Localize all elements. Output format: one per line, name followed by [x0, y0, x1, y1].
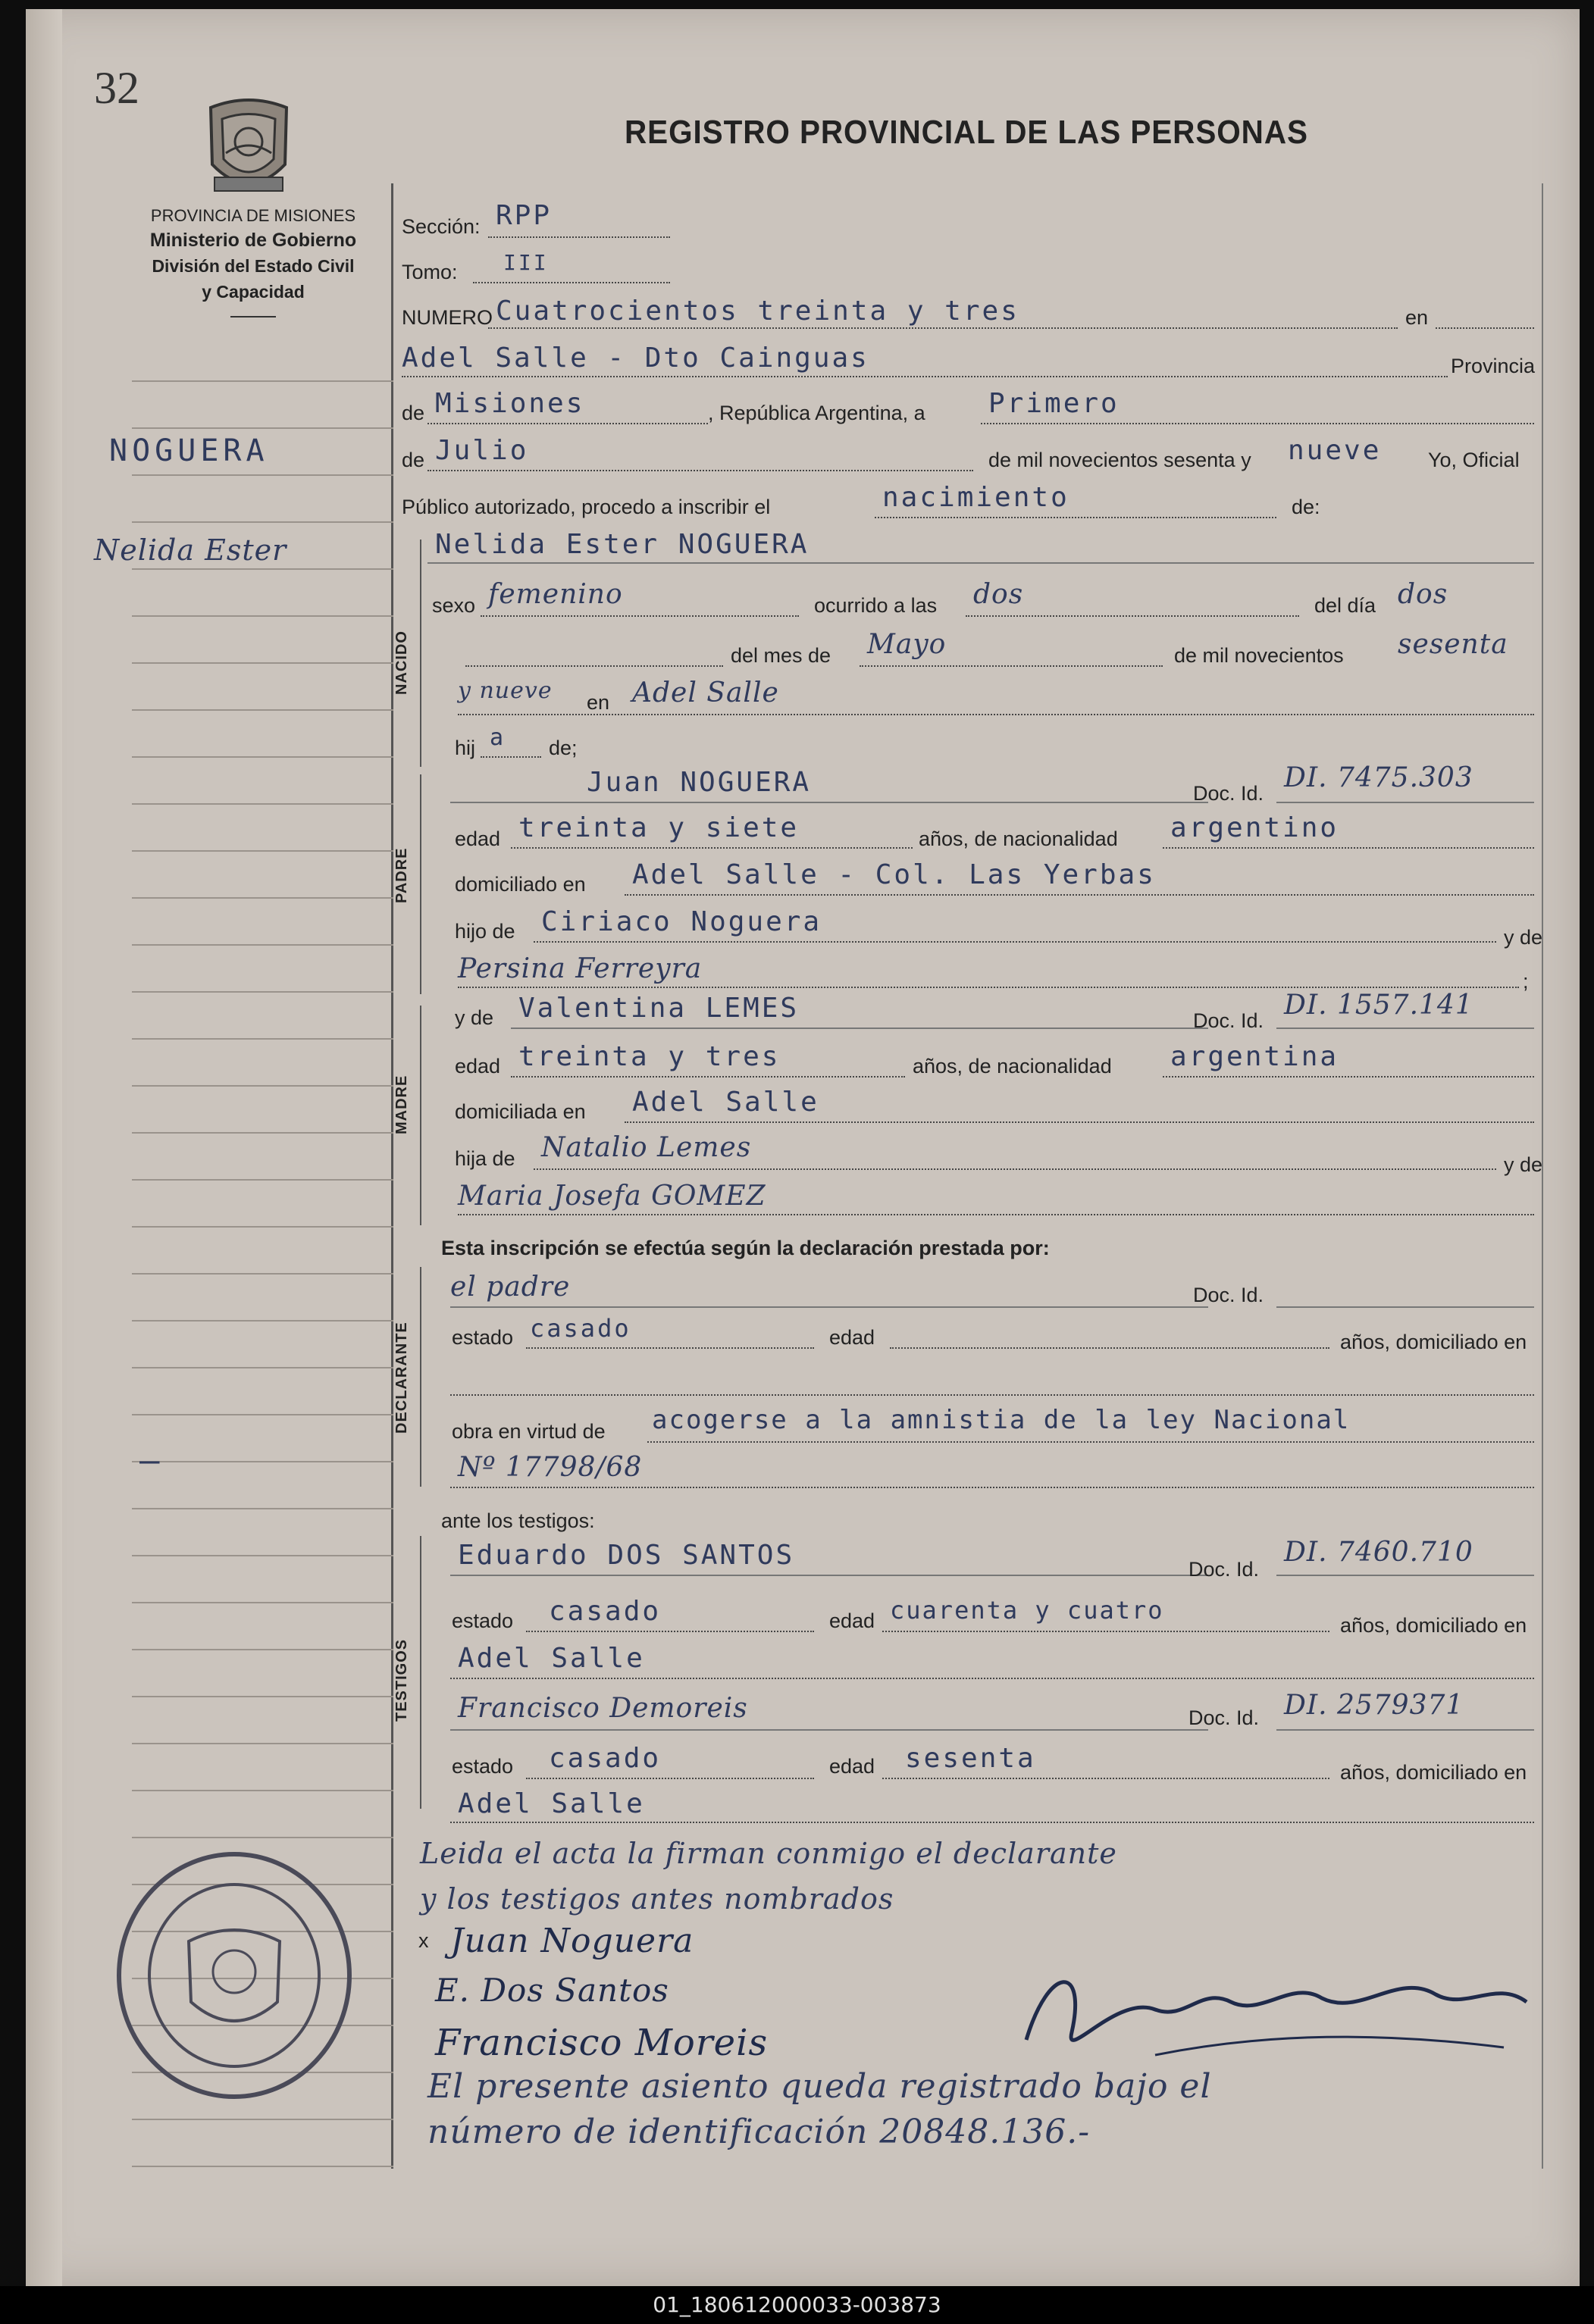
label-estado-testigo1: estado	[452, 1609, 514, 1632]
label-nac-madre: años, de nacionalidad	[913, 1055, 1112, 1078]
value-acto: nacimiento	[882, 482, 1069, 513]
value-padre-edad: treinta y siete	[518, 812, 800, 843]
value-madre-nac: argentina	[1170, 1041, 1339, 1072]
label-y-de-madre-2: y de	[1504, 1153, 1543, 1176]
value-madre-nombre: Valentina LEMES	[518, 993, 800, 1024]
label-sexo: sexo	[432, 594, 476, 617]
margin-ruled-line	[132, 1508, 393, 1509]
margin-ruled-line	[132, 1038, 393, 1040]
bracket-nacido	[420, 540, 421, 767]
official-signature-icon	[1004, 1949, 1534, 2078]
margin-ruled-line	[132, 897, 393, 899]
margin-given-names: Nelida Ester	[94, 533, 287, 567]
margin-ruled-line	[132, 1696, 393, 1697]
value-hij-suffix: a	[490, 724, 506, 751]
label-doc-declarante: Doc. Id.	[1193, 1284, 1264, 1306]
margin-ruled-line	[132, 850, 393, 852]
label-de-1: de	[402, 402, 425, 424]
label-yo-oficial: Yo, Oficial	[1428, 449, 1520, 471]
value-nombre-nacido: Nelida Ester NOGUERA	[435, 529, 810, 560]
value-madre-doc: DI. 1557.141	[1284, 990, 1473, 1021]
value-nota-1: El presente asiento queda registrado bajo el	[427, 2067, 1212, 2106]
value-nota-2: número de identificación 20848.136.-	[427, 2113, 1091, 2151]
label-edad-testigo2: edad	[829, 1755, 875, 1778]
side-label-nacido: NACIDO	[393, 630, 410, 695]
margin-ruled-line	[132, 709, 393, 711]
margin-ruled-line	[132, 1320, 393, 1322]
label-y-de-madre: y de	[455, 1006, 494, 1029]
value-testigo1-dom: Adel Salle	[458, 1643, 645, 1674]
label-tomo: Tomo:	[402, 261, 458, 283]
side-label-testigos: TESTIGOS	[393, 1638, 410, 1722]
value-provincia: Misiones	[435, 388, 585, 419]
signature-dos-santos: E. Dos Santos	[435, 1972, 669, 2009]
label-anos-dom-declarante: años, domiciliado en	[1340, 1331, 1527, 1353]
label-en-nac: en	[587, 691, 610, 714]
margin-ruled-line	[132, 1790, 393, 1791]
value-hora: dos	[973, 579, 1024, 610]
value-testigo1-estado: casado	[549, 1596, 662, 1627]
margin-ruled-line	[132, 1461, 393, 1462]
margin-ruled-line	[132, 991, 393, 993]
divider	[230, 316, 276, 317]
book-binding	[26, 9, 62, 2286]
value-testigo2-estado: casado	[549, 1743, 662, 1774]
label-ante-testigos: ante los testigos:	[441, 1509, 595, 1532]
label-nac-padre: años, de nacionalidad	[919, 827, 1118, 850]
value-lugar-nac: Adel Salle	[632, 677, 779, 708]
value-obra-2: Nº 17798/68	[458, 1452, 643, 1483]
ministry-name: Ministerio de Gobierno	[149, 230, 357, 251]
label-doc-padre: Doc. Id.	[1193, 782, 1264, 805]
label-obra-virtud: obra en virtud de	[452, 1420, 606, 1443]
margin-ruled-line	[132, 1132, 393, 1134]
side-label-madre: MADRE	[393, 1074, 410, 1134]
value-cierre-1: Leida el acta la firman conmigo el declarante	[420, 1837, 1117, 1870]
value-testigo2: Francisco Demoreis	[458, 1693, 748, 1724]
value-testigo1: Eduardo DOS SANTOS	[458, 1540, 795, 1571]
label-estado-testigo2: estado	[452, 1755, 514, 1778]
label-de-2: de	[402, 449, 425, 471]
margin-ruled-line	[132, 1367, 393, 1368]
value-padre-nac: argentino	[1170, 812, 1339, 843]
margin-ruled-line	[132, 803, 393, 805]
margin-ruled-line	[132, 521, 393, 523]
bracket-testigos	[420, 1536, 421, 1809]
margin-ruled-line	[132, 1085, 393, 1087]
label-hij: hij	[455, 737, 476, 759]
value-anio: nueve	[1288, 435, 1382, 466]
label-doc-madre: Doc. Id.	[1193, 1009, 1264, 1032]
label-anos-dom-testigo1: años, domiciliado en	[1340, 1614, 1527, 1637]
margin-ruled-line	[132, 1649, 393, 1650]
side-label-declarante: DECLARANTE	[393, 1322, 410, 1434]
margin-ruled-line	[132, 1555, 393, 1556]
label-ocurrido: ocurrido a las	[814, 594, 938, 617]
value-padre-doc: DI. 7475.303	[1284, 762, 1473, 793]
label-semicolon: ;	[1523, 970, 1529, 993]
page-title: REGISTRO PROVINCIAL DE LAS PERSONAS	[625, 114, 1308, 151]
value-mes-nac: Mayo	[867, 629, 947, 660]
margin-surname: NOGUERA	[109, 433, 269, 468]
bracket-madre	[420, 1006, 421, 1225]
page-number: 32	[94, 63, 139, 113]
label-estado-declarante: estado	[452, 1326, 514, 1349]
value-seccion: RPP	[496, 200, 553, 231]
side-label-padre: PADRE	[393, 847, 410, 903]
label-y-de-padre: y de	[1504, 926, 1543, 949]
value-decl-estado: casado	[530, 1314, 631, 1343]
value-anio-nac-2: y nueve	[458, 677, 553, 704]
label-edad-declarante: edad	[829, 1326, 875, 1349]
bracket-padre	[420, 774, 421, 994]
margin-ruled-line	[132, 1414, 393, 1415]
value-madre-madre: Maria Josefa GOMEZ	[458, 1181, 766, 1212]
margin-border	[391, 183, 393, 2169]
value-testigo1-doc: DI. 7460.710	[1284, 1537, 1473, 1568]
value-dia-nac: dos	[1398, 579, 1448, 610]
value-cierre-2: y los testigos antes nombrados	[420, 1882, 894, 1916]
value-madre-dom: Adel Salle	[632, 1087, 819, 1118]
label-en: en	[1405, 306, 1429, 329]
margin-ruled-line	[132, 427, 393, 429]
label-hijo-padre: hijo de	[455, 920, 515, 943]
signature-francisco-moreis: Francisco Moreis	[435, 2022, 769, 2064]
label-de-colon: de:	[1292, 496, 1320, 518]
label-seccion: Sección:	[402, 215, 481, 238]
label-hija-madre: hija de	[455, 1147, 515, 1170]
margin-ruled-line	[132, 568, 393, 570]
label-de-mil: de mil novecientos	[1174, 644, 1344, 667]
label-x: x	[418, 1929, 429, 1952]
margin-ruled-line	[132, 756, 393, 758]
value-padre-padre: Ciriaco Noguera	[541, 906, 822, 937]
label-esta-inscripcion: Esta inscripción se efectúa según la declaración prestada por:	[441, 1237, 1050, 1259]
margin-ruled-line	[132, 474, 393, 476]
label-numero: NUMERO	[402, 306, 493, 329]
label-del-dia: del día	[1314, 594, 1376, 617]
province-name: PROVINCIA DE MISIONES	[150, 206, 356, 225]
division-name: División del Estado Civil	[152, 256, 355, 276]
label-doc-testigo2: Doc. Id.	[1188, 1706, 1260, 1729]
margin-ruled-line	[132, 1273, 393, 1275]
value-sexo: femenino	[488, 579, 623, 610]
value-mes: Julio	[435, 435, 529, 466]
value-madre-edad: treinta y tres	[518, 1041, 781, 1072]
label-de-mil-sesenta: de mil novecientos sesenta y	[988, 449, 1251, 471]
value-padre-nombre: Juan NOGUERA	[587, 767, 812, 798]
label-dom-padre: domiciliado en	[455, 873, 586, 896]
coat-of-arms-icon	[196, 92, 302, 206]
label-doc-testigo1: Doc. Id.	[1188, 1558, 1260, 1581]
value-madre-padre: Natalio Lemes	[541, 1132, 752, 1163]
value-padre-dom: Adel Salle - Col. Las Yerbas	[632, 859, 1156, 890]
margin-ruled-line	[132, 1743, 393, 1744]
value-padre-madre: Persina Ferreyra	[458, 953, 703, 984]
value-testigo2-doc: DI. 2579371	[1284, 1690, 1464, 1721]
label-provincia: Provincia	[1451, 355, 1536, 377]
margin-ruled-line	[132, 944, 393, 946]
margin-mark: —	[139, 1441, 162, 1480]
label-republica: , República Argentina, a	[708, 402, 925, 424]
bracket-declarante	[420, 1267, 421, 1487]
value-anio-nac-1: sesenta	[1398, 629, 1508, 660]
margin-ruled-line	[132, 1179, 393, 1181]
image-id-footer: 01_180612000033-003873	[0, 2286, 1594, 2324]
margin-ruled-line	[132, 2166, 393, 2167]
label-edad-madre: edad	[455, 1055, 501, 1078]
label-de-semicolon: de;	[549, 737, 578, 759]
margin-ruled-line	[132, 615, 393, 617]
value-testigo2-dom: Adel Salle	[458, 1788, 645, 1819]
value-obra-1: acogerse a la amnistia de la ley Nacional	[652, 1405, 1351, 1435]
value-declarante: el padre	[450, 1271, 571, 1303]
value-testigo2-edad: sesenta	[905, 1743, 1036, 1774]
label-anos-dom-testigo2: años, domiciliado en	[1340, 1761, 1527, 1784]
official-seal-icon	[109, 1850, 359, 2100]
value-tomo: III	[503, 250, 549, 275]
value-dia: Primero	[988, 388, 1120, 419]
label-del-mes: del mes de	[731, 644, 831, 667]
value-numero: Cuatrocientos treinta y tres	[496, 296, 1019, 327]
value-lugar: Adel Salle - Dto Cainguas	[402, 343, 869, 374]
margin-ruled-line	[132, 2119, 393, 2120]
label-edad-padre: edad	[455, 827, 501, 850]
label-edad-testigo1: edad	[829, 1609, 875, 1632]
label-publico: Público autorizado, procedo a inscribir el	[402, 496, 771, 518]
margin-ruled-line	[132, 1226, 393, 1228]
margin-ruled-line	[132, 1837, 393, 1838]
margin-ruled-line	[132, 380, 393, 382]
signature-juan-noguera: Juan Noguera	[450, 1922, 694, 1960]
capacity-label: y Capacidad	[202, 282, 305, 302]
label-dom-madre: domiciliada en	[455, 1100, 586, 1123]
register-page	[26, 9, 1580, 2286]
margin-ruled-line	[132, 662, 393, 664]
margin-ruled-line	[132, 1602, 393, 1603]
value-testigo1-edad: cuarenta y cuatro	[890, 1596, 1164, 1625]
